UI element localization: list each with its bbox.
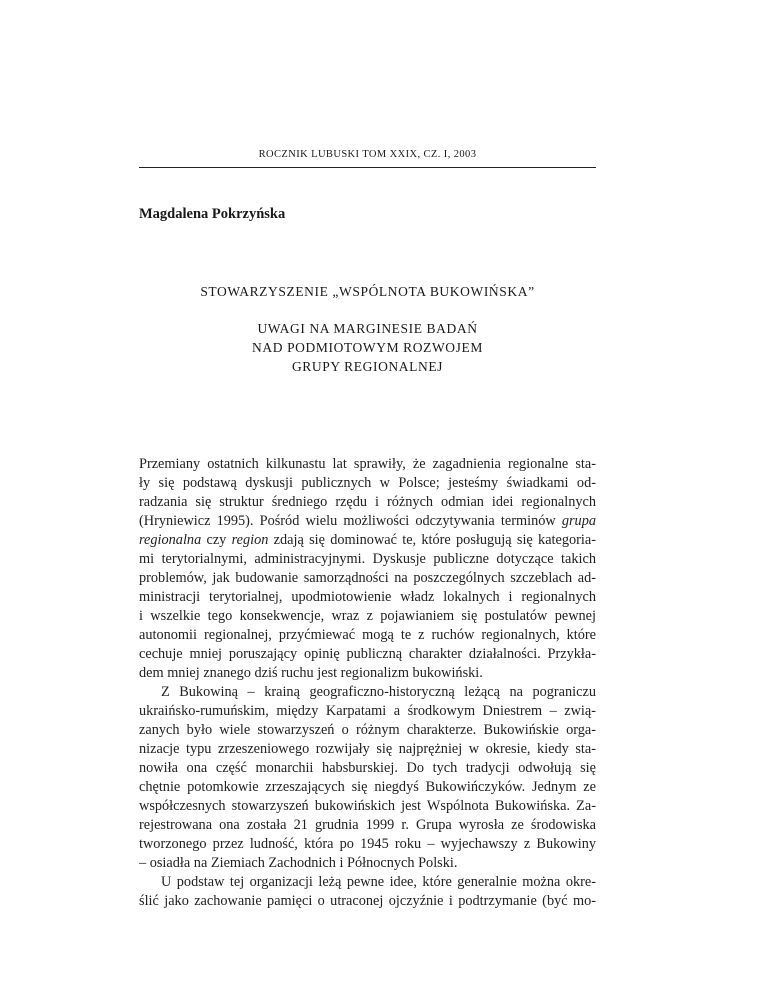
body-line: U podstaw tej organizacji leżą pewne idee, które generalnie można okre- (161, 874, 596, 890)
italic-term: region (231, 532, 269, 548)
header-rule (139, 167, 596, 168)
body-line: mi terytorialnymi, administracyjnymi. Dyskusje publiczne dotyczące takich (139, 551, 596, 567)
body-line: cechuje mniej poruszający opinię publiczną charakter działalności. Przykła- (139, 646, 596, 662)
body-text: (Hryniewicz 1995). Pośród wielu możliwości odczytywania terminów (139, 513, 556, 529)
body-line: współczesnych stowarzyszeń bukowińskich jest Wspólnota Bukowińska. Za- (139, 798, 596, 814)
body-text: zdają się dominować te, które posługują się kategoria- (268, 532, 596, 548)
body-line (139, 531, 596, 550)
subtitle-line: UWAGI NA MARGINESIE BADAŃ (257, 321, 478, 336)
body-line: problemów, jak budowanie samorządności na poszczególnych szczeblach ad- (139, 570, 596, 586)
body-line: ministracji terytorialnej, upodmiotowienie władz lokalnych i regionalnych (139, 589, 596, 605)
body-line: ukraińsko-rumuńskim, między Karpatami a środkowym Dniestrem – zwią- (139, 703, 596, 719)
article-body (139, 455, 596, 911)
subtitle-line: GRUPY REGIONALNEJ (291, 359, 444, 374)
body-line: autonomii regionalnej, przyćmiewać mogą te z ruchów regionalnych, które (139, 627, 596, 643)
body-line: Przemiany ostatnich kilkunastu lat sprawiły, że zagadnienia regionalne sta- (139, 456, 596, 472)
italic-term: regionalna (139, 532, 202, 548)
body-line: tworzonego przez ludność, która po 1945 roku – wyjechawszy z Bukowiny (139, 836, 596, 852)
body-line: radzania się struktur średniego rzędu i różnych odmian idei regionalnych (139, 494, 596, 510)
body-line: nizacje typu zrzeszeniowego rozwijały się najprężniej w okresie, kiedy sta- (139, 741, 596, 757)
body-line: rejestrowana ona została 21 grudnia 1999 r. Grupa wyrosła ze środowiska (139, 817, 596, 833)
body-line: dem mniej znanego dziś ruchu jest regionalizm bukowiński. (139, 665, 483, 681)
body-line (139, 512, 596, 531)
body-line: ślić jako zachowanie pamięci o utraconej ojczyźnie i podtrzymanie (być mo- (139, 893, 596, 909)
author-name: Magdalena Pokrzyńska (139, 206, 286, 222)
body-line: zanych było wiele stowarzyszeń o różnym charakterze. Bukowińskie orga- (139, 722, 596, 738)
body-line: i wszelkie tego konsekwencje, wraz z pojawianiem się postulatów pewnej (139, 608, 596, 624)
body-line: nowiła ona część monarchii habsburskiej. Do tych tradycji odwołują się (139, 760, 596, 776)
italic-term: grupa (561, 513, 596, 529)
body-line: – osiadła na Ziemiach Zachodnich i Północnych Polski. (139, 855, 458, 871)
body-line: Z Bukowiną – krainą geograficzno-historyczną leżącą na pograniczu (161, 684, 596, 700)
article-subtitle (139, 319, 596, 376)
body-text: czy (201, 532, 232, 548)
subtitle-line: NAD PODMIOTOWYM ROZWOJEM (252, 340, 483, 355)
body-line: ły się podstawą dyskusji publicznych w Polsce; jesteśmy świadkami od- (139, 475, 596, 491)
article-title: STOWARZYSZENIE „WSPÓLNOTA BUKOWIŃSKA” (200, 284, 535, 299)
running-head: ROCZNIK LUBUSKI TOM XXIX, CZ. I, 2003 (258, 149, 477, 160)
body-line: chętnie potomkowie zrzeszających się niegdyś Bukowińczyków. Jednym ze (139, 779, 596, 795)
